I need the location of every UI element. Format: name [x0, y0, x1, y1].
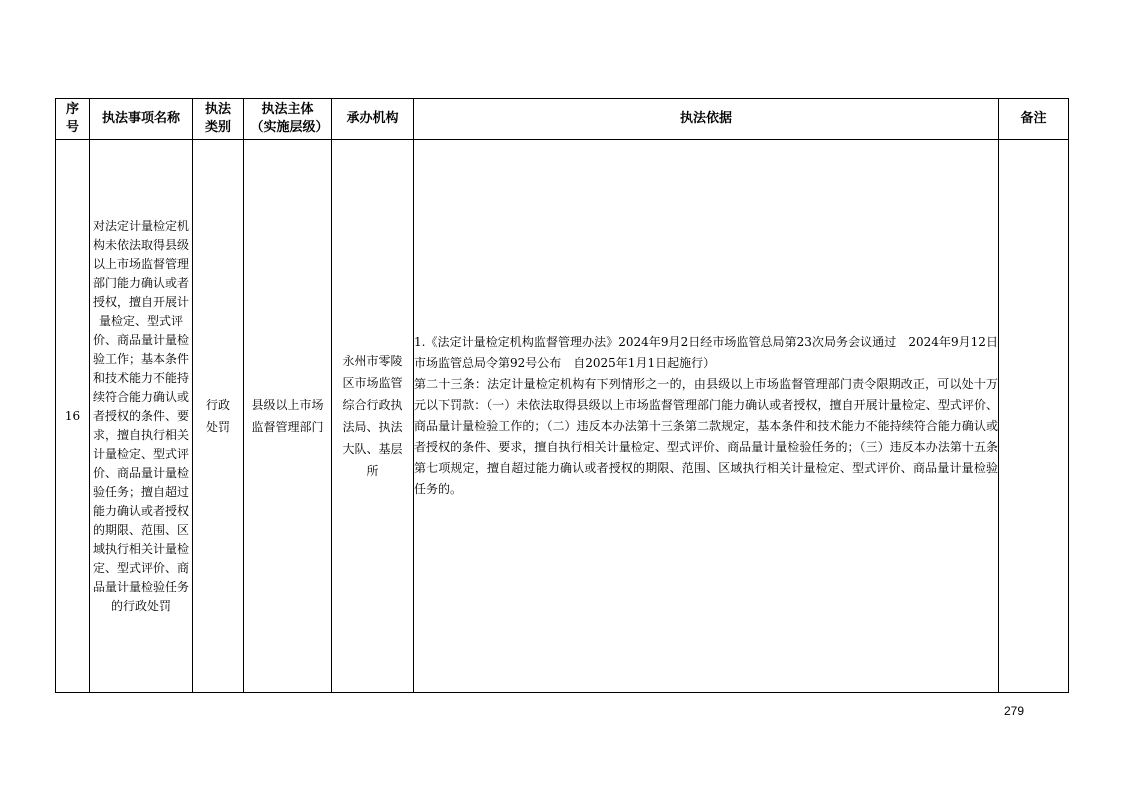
cell-agency: 永州市零陵区市场监管综合行政执法局、执法大队、基层所 — [332, 140, 414, 693]
header-subject: 执法主体（实施层级） — [244, 99, 332, 140]
cell-basis — [414, 140, 999, 693]
header-name: 执法事项名称 — [90, 99, 193, 140]
cell-name — [90, 140, 193, 693]
header-seq: 序号 — [56, 99, 90, 140]
basis-body: 第二十三条：法定计量检定机构有下列情形之一的，由县级以上市场监督管理部门责令限期改正，可以处十万元以下罚款：（一）未依法取得县级以上市场监督管理部门能力确认或者授权，擅自开展计量检定、型式评价、商品量计量检验工作的；（二）违反本办法第十三条第二款规定，基本条件和技术能力不能持续符合能力确认或者授权的条件、要求，擅自执行相关计量检定、型式评价、商品量计量检验任务的；（三）违反本办法第十五条第七项规定，擅自超过能力确认或者授权的期限、范围、区域执行相关计量检定、型式评价、商品量计量检验任务的。 — [414, 377, 998, 496]
page-number: 279 — [1004, 704, 1025, 718]
header-basis: 执法依据 — [414, 99, 999, 140]
enforcement-table — [55, 98, 1069, 693]
header-row — [56, 99, 1069, 140]
header-category: 执法类别 — [193, 99, 244, 140]
basis-title: 1.《法定计量检定机构监督管理办法》2024年9月2日经市场监管总局第23次局务会议通过 2024年9月12日市场监管总局令第92号公布 自2025年1月1日起施行） — [414, 335, 998, 370]
enforcement-item-name: 对法定计量检定机构未依法取得县级以上市场监督管理部门能力确认或者授权，擅自开展计量检定、型式评价、商品量计量检验工作；基本条件和技术能力不能持续符合能力确认或者授权的条件、要求，擅自执行相关计量检定、型式评价、商品量计量检验任务；擅自超过能力确认或者授权的期限、范围、区域执行相关计量检定、型式评价、商品量计量检验任务的行政处罚 — [92, 218, 189, 613]
table-row — [56, 140, 1069, 693]
cell-remarks — [999, 140, 1069, 693]
cell-subject: 县级以上市场监督管理部门 — [244, 140, 332, 693]
header-agency: 承办机构 — [332, 99, 414, 140]
header-remarks: 备注 — [999, 99, 1069, 140]
cell-category: 行政处罚 — [193, 140, 244, 693]
cell-seq: 16 — [56, 140, 90, 693]
